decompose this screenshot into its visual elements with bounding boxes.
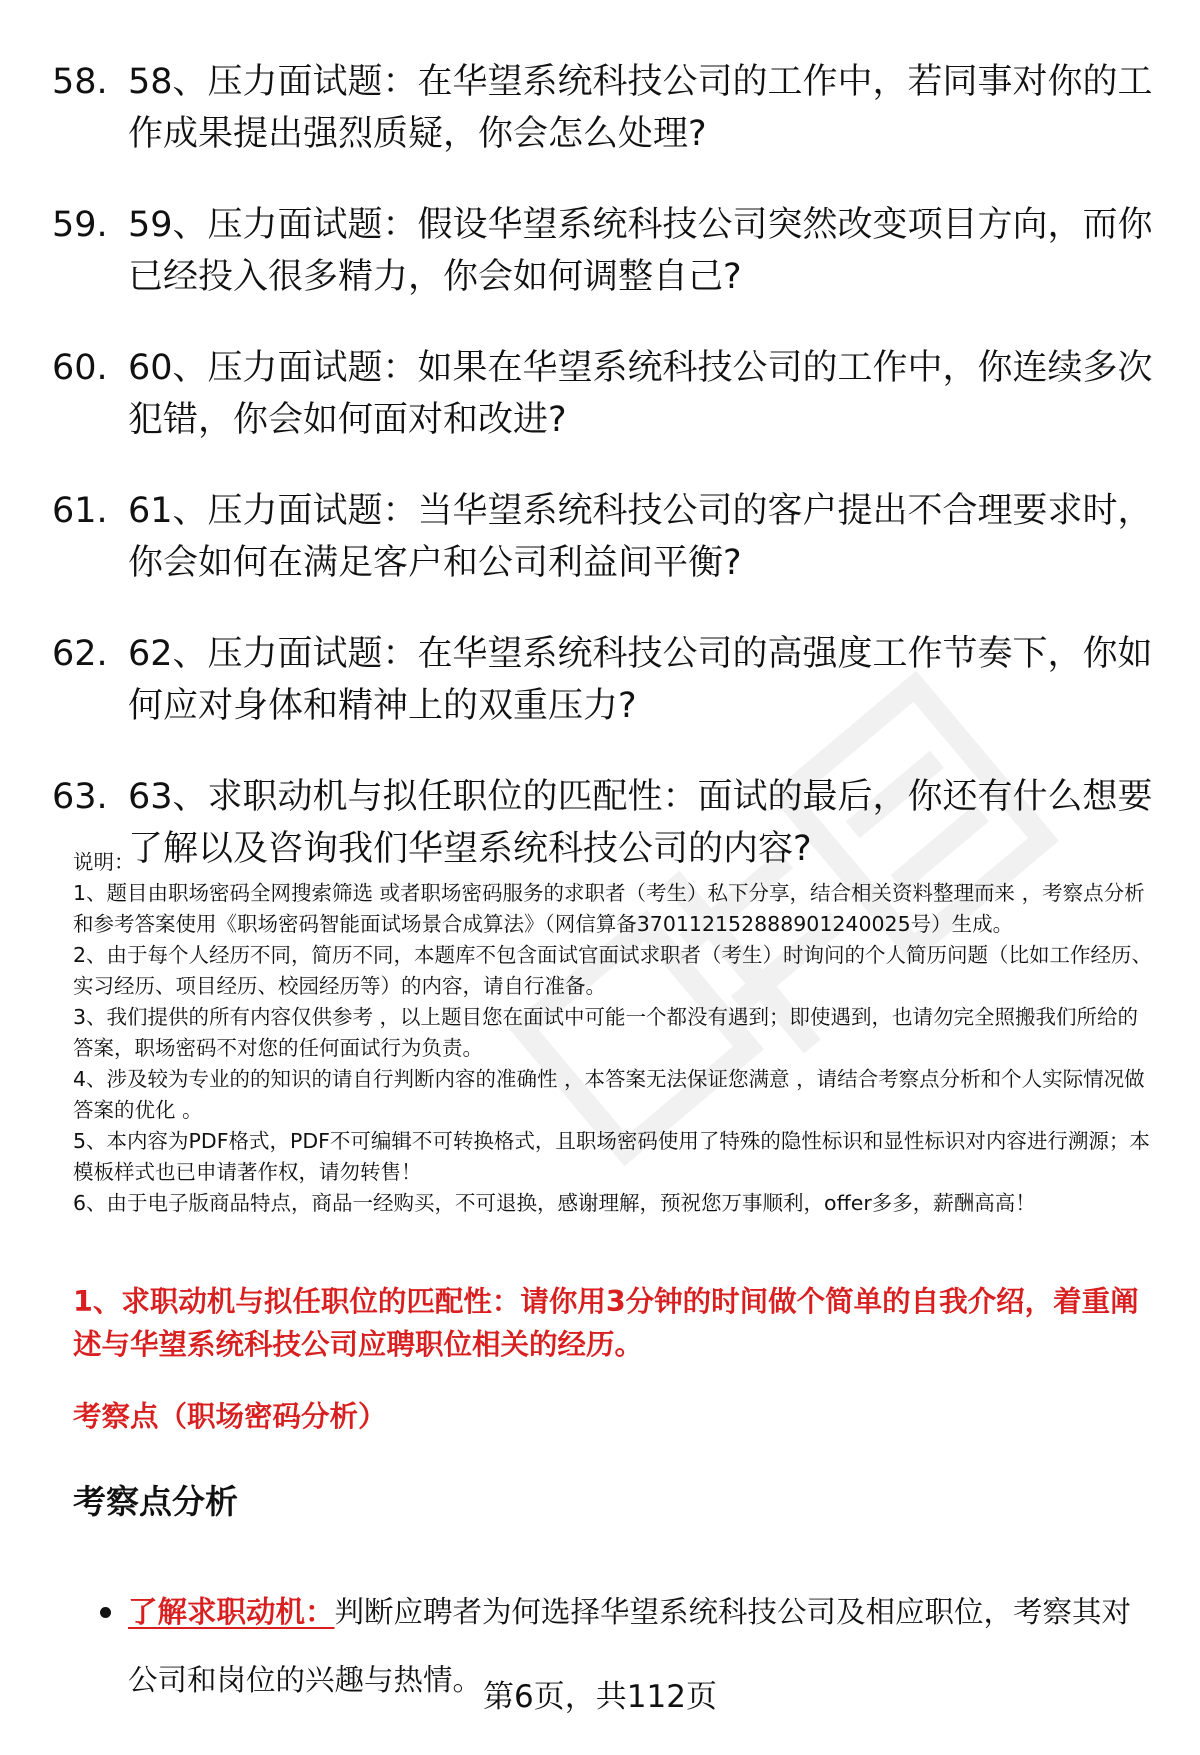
featured-question: 1、求职动机与拟任职位的匹配性：请你用3分钟的时间做个简单的自我介绍，着重阐述与华望系统科技公司应聘职位相关的经历。 [73,1285,1139,1361]
question-list [52,56,1152,914]
question-number: 58. [52,62,108,102]
page-footer: 第6页，共112页 [483,1679,717,1715]
question-text: 62、压力面试题：在华望系统科技公司的高强度工作节奏下，你如何应对身体和精神上的双重压力? [128,634,1153,726]
analysis-item-text: 判断应聘者为何选择华望系统科技公司及相应职位，考察其对公司和岗位的兴趣与热情。 [128,1595,1132,1697]
bullet-dot-icon [100,1607,111,1618]
analysis-heading: 考察点分析 [73,1482,238,1521]
question-number: 60. [52,348,108,388]
note-item: 3、我们提供的所有内容仅供参考 ，以上题目您在面试中可能一个都没有遇到；即使遇到，也请勿完全照搬我们所给的答案，职场密码不对您的任何面试行为负责。 [73,1005,1139,1060]
notes-section [73,847,1153,1219]
question-number: 62. [52,634,108,674]
analysis-item-key: 了解求职动机： [128,1595,335,1629]
question-item [52,628,1152,732]
question-number: 59. [52,205,108,245]
question-item [52,199,1152,303]
question-text: 59、压力面试题：假设华望系统科技公司突然改变项目方向，而你已经投入很多精力，你会如何调整自己? [128,205,1153,297]
question-text: 58、压力面试题：在华望系统科技公司的工作中，若同事对你的工作成果提出强烈质疑，你会怎么处理? [128,62,1153,154]
notes-heading: 说明： [73,850,135,874]
question-number: 63. [52,777,108,817]
question-item [52,56,1152,160]
question-text: 63、求职动机与拟任职位的匹配性：面试的最后，你还有什么想要了解以及咨询我们华望系统科技公司的内容? [128,777,1153,869]
question-text: 61、压力面试题：当华望系统科技公司的客户提出不合理要求时，你会如何在满足客户和公司利益间平衡? [128,491,1153,583]
question-number: 61. [52,491,108,531]
analysis-source-heading: 考察点（职场密码分析） [73,1400,387,1433]
question-item [52,342,1152,446]
note-item: 2、由于每个人经历不同，简历不同，本题库不包含面试官面试求职者（考生）时询问的个人简历问题（比如工作经历、实习经历、项目经历、校园经历等）的内容，请自行准备。 [73,943,1153,998]
question-item [52,485,1152,589]
note-item: 5、本内容为PDF格式，PDF不可编辑不可转换格式，且职场密码使用了特殊的隐性标识和显性标识对内容进行溯源；本模板样式也已申请著作权，请勿转售！ [73,1129,1150,1184]
question-text: 60、压力面试题：如果在华望系统科技公司的工作中，你连续多次犯错，你会如何面对和改进? [128,348,1153,440]
note-item: 6、由于电子版商品特点，商品一经购买，不可退换，感谢理解，预祝您万事顺利，offer多多，薪酬高高！ [73,1191,1036,1215]
note-item: 4、涉及较为专业的的知识的请自行判断内容的准确性 ，本答案无法保证您满意 ，请结合考察点分析和个人实际情况做答案的优化 。 [73,1067,1145,1122]
note-item: 1、题目由职场密码全网搜索筛选 或者职场密码服务的求职者（考生）私下分享，结合相关资料整理而来 ，考察点分析和参考答案使用《职场密码智能面试场景合成算法》（网信算备370112152888901240025号）生成。 [73,881,1145,936]
